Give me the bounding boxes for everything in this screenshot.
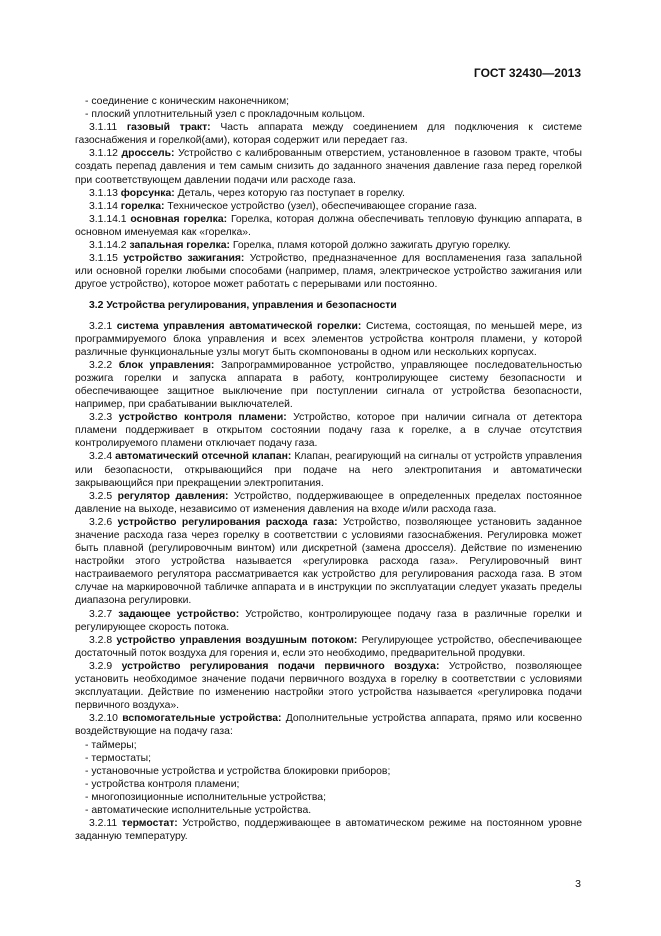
paragraph-text: Деталь, через которую газ поступает в горелку. bbox=[177, 187, 405, 199]
clause-number: 3.1.14 bbox=[89, 200, 118, 212]
defined-term: дроссель: bbox=[121, 148, 175, 160]
clause-number: 3.2.6 bbox=[89, 516, 113, 528]
definition-paragraph bbox=[75, 660, 582, 712]
paragraph-text: - автоматические исполнительные устройства. bbox=[85, 804, 312, 816]
clause-number: 3.1.11 bbox=[89, 122, 118, 134]
clause-number: 3.2.9 bbox=[89, 660, 113, 672]
clause-number: 3.2.8 bbox=[89, 634, 113, 646]
standard-header: ГОСТ 32430—2013 bbox=[473, 66, 581, 80]
clause-number: 3.1.15 bbox=[89, 253, 118, 265]
defined-term: термостат: bbox=[121, 818, 178, 830]
definition-paragraph bbox=[75, 239, 582, 252]
clause-number: 3.1.14.1 bbox=[89, 213, 127, 225]
paragraph-text: - соединение с коническим наконечником; bbox=[85, 96, 289, 107]
paragraph-text: Клапан, реагирующий на сигналы от устройств управления или безопасности, открывающийся при подаче на него электропитания и автоматически закрывающийся при прекращении электропитания. bbox=[75, 451, 582, 489]
paragraph-text: Устройство, позволяющее установить заданное значение расхода газа через горелку в соответствии с условиями газоснабжения. Регулировка может быть плавной (регулировочным винтом) или дискретной (замена дросселя). Действие по изменению настройки этого устройства называется «регулировка расхода газа». Регулировочный винт настраиваемого регулятора рассматривается как устройство для регулирования расхода газа. В этом случае на маркировочной табличке аппарата и в инструкции по эксплуатации следует указать пределы диапазона регулировки. bbox=[75, 516, 583, 607]
clause-number: 3.2 bbox=[89, 300, 104, 312]
defined-term: вспомогательные устройства: bbox=[122, 713, 282, 725]
paragraph-text: Устройство, поддерживающее в автоматическом режиме на постоянном уровне заданную температуру. bbox=[75, 818, 583, 843]
list-item bbox=[75, 791, 582, 804]
clause-number: 3.2.2 bbox=[89, 359, 113, 371]
defined-term: основная горелка: bbox=[130, 213, 228, 225]
clause-number: 3.2.4 bbox=[89, 451, 113, 463]
paragraph-text: Система, состоящая, по меньшей мере, из программируемого блока управления и всех элементов устройства контроля пламени, у которой различные функциональные узлы могут быть скомпонованы в одном или нескольких корпусах. bbox=[75, 320, 583, 358]
paragraph-text: - многопозиционные исполнительные устройства; bbox=[85, 791, 326, 803]
definition-paragraph bbox=[75, 213, 582, 239]
paragraph-text: Горелка, которая должна обеспечивать тепловую функцию аппарата, в основном именуемая как «горелка». bbox=[75, 213, 582, 238]
definition-paragraph bbox=[75, 121, 582, 147]
defined-term: форсунка: bbox=[120, 187, 175, 199]
defined-term: система управления автоматической горелки: bbox=[116, 320, 362, 332]
defined-term: газовый тракт: bbox=[126, 122, 211, 134]
definition-paragraph bbox=[75, 252, 582, 291]
page-number: 3 bbox=[575, 878, 581, 890]
definition-paragraph bbox=[75, 200, 582, 213]
paragraph-text: Устройства регулирования, управления и безопасности bbox=[106, 300, 397, 312]
definition-paragraph bbox=[75, 359, 582, 411]
definition-paragraph bbox=[75, 147, 582, 186]
definition-paragraph bbox=[75, 608, 582, 634]
defined-term: горелка: bbox=[120, 200, 165, 212]
paragraph-text: Часть аппарата между соединением для подключения к системе газоснабжения и горелкой(ами), которая содержит или передает газ. bbox=[75, 122, 583, 147]
list-item bbox=[75, 752, 582, 765]
defined-term: задающее устройство: bbox=[118, 608, 240, 620]
section-heading bbox=[75, 299, 582, 312]
paragraph-text: Горелка, пламя которой должно зажигать другую горелку. bbox=[232, 240, 511, 252]
clause-number: 3.1.14.2 bbox=[89, 240, 127, 252]
defined-term: устройство контроля пламени: bbox=[118, 412, 287, 424]
paragraph-text: Устройство, поддерживающее в определенных пределах постоянное давление на выходе, независимо от изменения давления на входе и/или расхода газа. bbox=[75, 490, 582, 515]
defined-term: регулятор давления: bbox=[117, 490, 229, 502]
paragraph-text: Устройство, предназначенное для воспламенения газа запальной или основной горелки любыми способами (например, пламя, электрическое устройство зажигания или другое устройство), которое может работать с перерывами или постоянно. bbox=[75, 253, 583, 291]
list-item bbox=[75, 778, 582, 791]
list-item bbox=[75, 108, 582, 121]
defined-term: автоматический отсечной клапан: bbox=[115, 451, 292, 463]
clause-number: 3.2.1 bbox=[89, 320, 113, 332]
paragraph-text: Устройство, которое при наличии сигнала от детектора пламени поддерживает в открытом состоянии подачу газа к горелке, а в случае отсутствия контролируемого пламени отключает подачу газа. bbox=[75, 412, 582, 450]
defined-term: устройство регулирования расхода газа: bbox=[117, 516, 338, 528]
list-item bbox=[75, 739, 582, 752]
paragraph-text: - установочные устройства и устройства блокировки приборов; bbox=[85, 765, 391, 777]
clause-number: 3.1.12 bbox=[89, 148, 118, 160]
clause-number: 3.2.5 bbox=[89, 490, 113, 502]
paragraph-text: Запрограммированное устройство, управляющее последовательностью розжига горелки и запуска аппарата в работу, контролирующее систему безопасности и обеспечивающее защитное выключение при поступлении сигнала от устройства безопасности, например, при срабатывании выключателей. bbox=[75, 359, 583, 411]
definition-paragraph bbox=[75, 817, 582, 843]
definition-paragraph bbox=[75, 320, 582, 359]
clause-number: 3.2.7 bbox=[89, 608, 113, 620]
list-item bbox=[75, 804, 582, 817]
defined-term: блок управления: bbox=[118, 359, 215, 371]
paragraph-text: Устройство, позволяющее установить необходимое значение подачи первичного воздуха в горелку в соответствии с условиями эксплуатации. Действие по изменению настройки этого устройства называется «регулировка подачи первичного воздуха». bbox=[75, 660, 583, 712]
list-item bbox=[75, 765, 582, 778]
definition-paragraph bbox=[75, 712, 582, 738]
definition-paragraph bbox=[75, 187, 582, 200]
paragraph-text: - термостаты; bbox=[85, 752, 151, 764]
paragraph-text: Дополнительные устройства аппарата, прямо или косвенно воздействующие на подачу газа: bbox=[75, 713, 583, 738]
defined-term: устройство управления воздушным потоком: bbox=[116, 634, 358, 646]
defined-term: запальная горелка: bbox=[129, 240, 231, 252]
paragraph-text: Устройство с калиброванным отверстием, установленное в газовом тракте, чтобы создать перепад давления и тем самым снизить до заданного значения давление газа перед горелкой при соответствующем давлении подачи или расходе газа. bbox=[75, 148, 583, 186]
paragraph-text: Устройство, контролирующее подачу газа в различные горелки и регулирующее скорость потока. bbox=[75, 608, 582, 633]
clause-number: 3.2.11 bbox=[89, 818, 118, 830]
paragraph-text: Техническое устройство (узел), обеспечивающее сгорание газа. bbox=[167, 200, 478, 212]
definition-paragraph bbox=[75, 411, 582, 450]
definition-paragraph bbox=[75, 490, 582, 516]
paragraph-text: - устройства контроля пламени; bbox=[85, 778, 240, 790]
paragraph-text: - плоский уплотнительный узел с прокладочным кольцом. bbox=[85, 109, 366, 121]
defined-term: устройство регулирования подачи первичного воздуха: bbox=[121, 660, 440, 672]
list-item bbox=[75, 95, 582, 108]
definition-paragraph bbox=[75, 634, 582, 660]
definition-paragraph bbox=[75, 450, 582, 489]
clause-number: 3.1.13 bbox=[89, 187, 118, 199]
paragraph-text: - таймеры; bbox=[85, 739, 137, 751]
paragraph-text: Регулирующее устройство, обеспечивающее достаточный поток воздуха для горения и, если это необходимо, предварительной продувки. bbox=[75, 634, 582, 659]
document-body bbox=[75, 95, 582, 843]
clause-number: 3.2.3 bbox=[89, 412, 113, 424]
clause-number: 3.2.10 bbox=[89, 713, 118, 725]
definition-paragraph bbox=[75, 516, 582, 608]
defined-term: устройство зажигания: bbox=[123, 253, 245, 265]
